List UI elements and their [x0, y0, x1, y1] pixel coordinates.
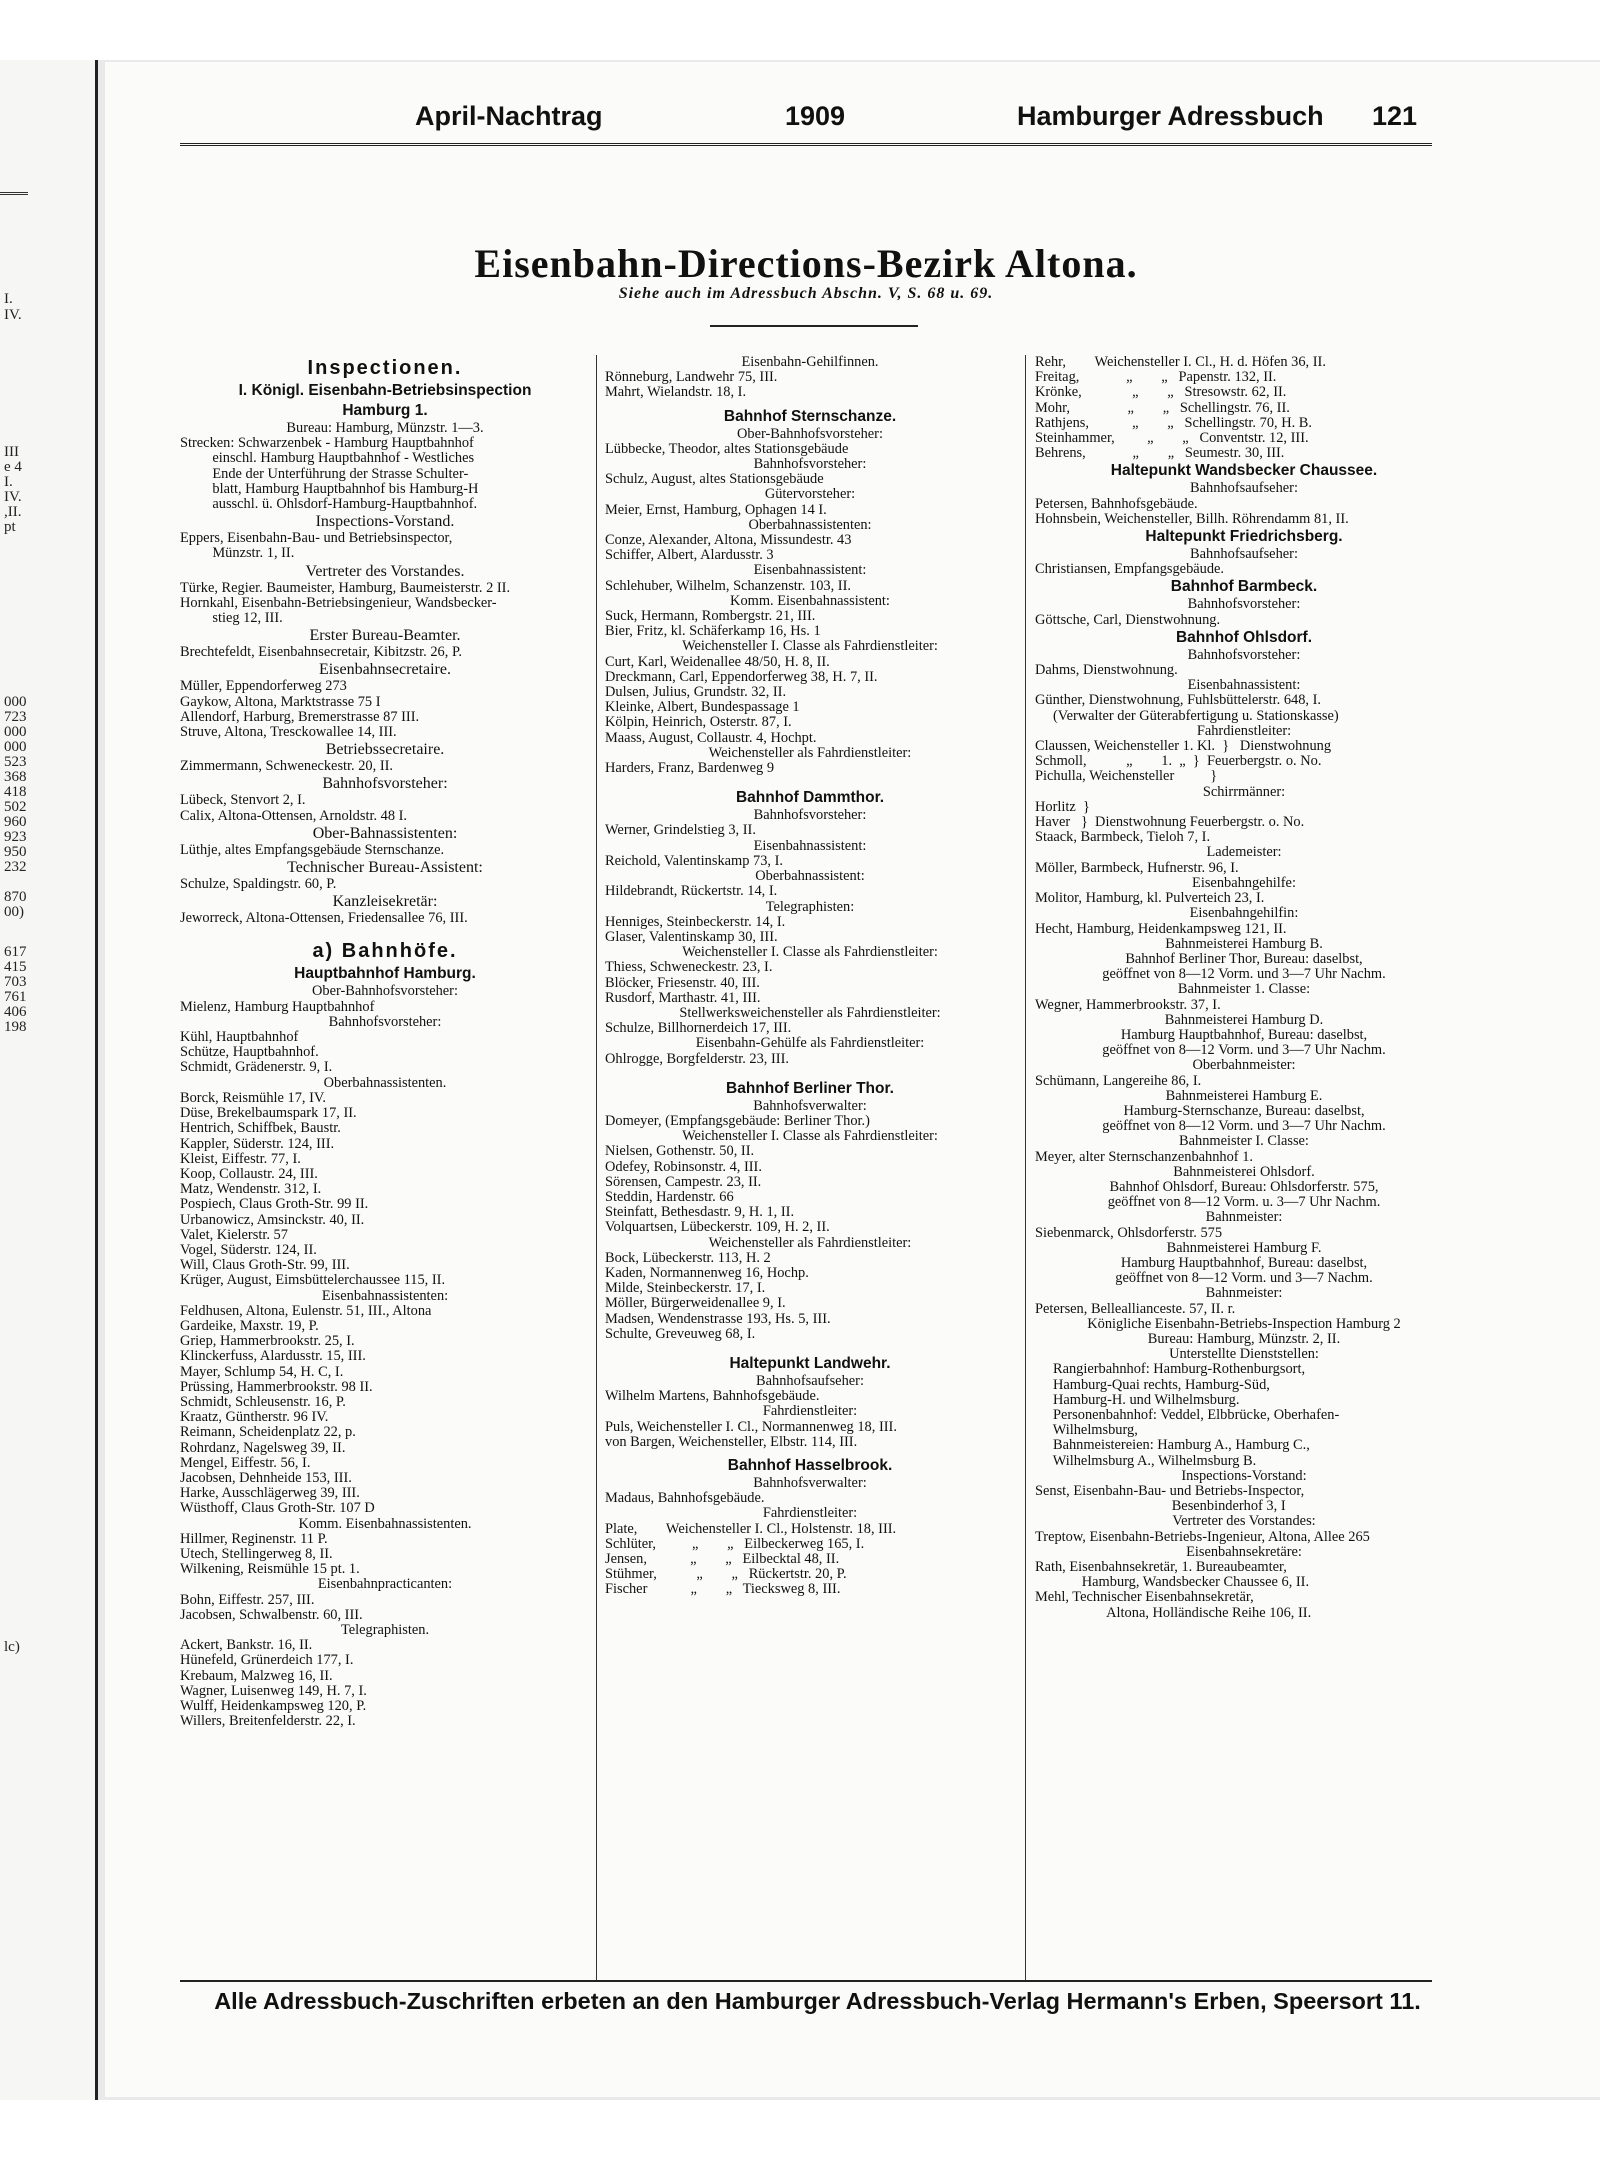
role-heading: Vertreter des Vorstandes.	[305, 562, 465, 580]
entry-line: Molitor, Hamburg, kl. Pulverteich 23, I.	[1035, 891, 1265, 907]
station-heading: I. Königl. Eisenbahn-Betriebsinspection	[238, 382, 532, 399]
role-heading: Königliche Eisenbahn-Betriebs-Inspection Hamburg 2	[1087, 1316, 1401, 1332]
entry-line: Personenbahnhof: Veddel, Elbbrücke, Oberhafen-	[1035, 1408, 1340, 1423]
entry-line: Mielenz, Hamburg Hauptbahnhof	[180, 999, 375, 1015]
left-page-fragment: 703	[4, 974, 27, 990]
role-heading: Betriebssecretaire.	[325, 741, 445, 759]
entry-line: Stühmer, „ „ Rückertstr. 20, P.	[605, 1567, 847, 1583]
role-heading: Weichensteller als Fahrdienstleiter:	[708, 745, 912, 761]
role-heading: Hamburg Hauptbahnhof, Bureau: daselbst,	[1120, 1255, 1368, 1271]
role-heading: Bahnmeisterei Hamburg F.	[1166, 1240, 1322, 1256]
entry-line: Bahnmeistereien: Hamburg A., Hamburg C.,	[1035, 1438, 1310, 1454]
entry-line: Thiess, Schweneckestr. 23, I.	[605, 960, 773, 976]
role-heading: Bahnmeisterei Ohlsdorf.	[1173, 1164, 1315, 1180]
entry-line: Milde, Steinbeckerstr. 17, I.	[605, 1281, 766, 1297]
entry-line: Henniges, Steinbeckerstr. 14, I.	[605, 914, 786, 930]
spacer	[605, 1342, 1015, 1354]
role-heading: Bahnhof Berliner Thor, Bureau: daselbst,	[1125, 951, 1363, 967]
entry-line: Zimmermann, Schweneckestr. 20, II.	[180, 759, 393, 775]
role-heading: Vertreter des Vorstandes:	[1172, 1514, 1316, 1530]
entry-line: Kleist, Eiffestr. 77, I.	[180, 1151, 301, 1167]
header-page-number: 121	[1372, 101, 1418, 131]
entry-line: Müller, Eppendorferweg 273	[180, 679, 347, 695]
entry-line: Allendorf, Harburg, Bremerstrasse 87 III.	[180, 709, 420, 725]
entry-line: Borck, Reismühle 17, IV.	[180, 1090, 327, 1106]
entry-line: Bock, Lübeckerstr. 113, H. 2	[605, 1250, 771, 1266]
left-page-fragment: 761	[4, 989, 27, 1005]
role-heading: Bureau: Hamburg, Münzstr. 1—3.	[286, 421, 484, 436]
entry-line: Mohr, „ „ Schellingstr. 76, II.	[1035, 400, 1290, 416]
entry-line: Lüthje, altes Empfangsgebäude Sternschanze.	[180, 842, 445, 858]
entry-line: Koop, Collaustr. 24, III.	[180, 1166, 318, 1182]
left-page-fragment: 523	[4, 754, 27, 770]
entry-line: Matz, Wendenstr. 312, I.	[180, 1182, 322, 1198]
entry-line: Hillmer, Reginenstr. 11 P.	[180, 1531, 328, 1547]
role-heading: geöffnet von 8—12 Vorm. und 3—7 Nachm.	[1115, 1271, 1373, 1287]
entry-line: Fischer „ „ Tiecksweg 8, III.	[605, 1582, 841, 1598]
role-heading: Bahnhofsaufseher:	[1190, 481, 1298, 497]
role-heading: geöffnet von 8—12 Vorm. u. 3—7 Uhr Nachm.	[1107, 1195, 1381, 1211]
left-page-fragment: 960	[4, 814, 27, 830]
role-heading: Bahnmeister I. Classe:	[1179, 1134, 1309, 1150]
entry-line: Jacobsen, Schwalbenstr. 60, III.	[180, 1607, 363, 1623]
left-page-fragment: 617	[4, 944, 27, 960]
entry-line: Münzstr. 1, II.	[180, 546, 295, 562]
entry-line: Gaykow, Altona, Marktstrasse 75 I	[180, 694, 381, 710]
role-heading: Bahnmeisterei Hamburg B.	[1165, 936, 1323, 952]
role-heading: Eisenbahnassistent:	[753, 838, 867, 854]
entry-line: Schulze, Spaldingstr. 60, P.	[180, 877, 337, 893]
entry-line: Günther, Dienstwohnung, Fuhlsbüttelerstr. 648, I.	[1035, 693, 1322, 709]
role-heading: Weichensteller I. Classe als Fahrdienstleiter:	[682, 639, 938, 655]
role-heading: Lademeister:	[1206, 845, 1282, 861]
page-title: Eisenbahn-Directions-Bezirk Altona.	[474, 241, 1138, 286]
entry-line: Dreckmann, Carl, Eppendorferweg 38, H. 7, II.	[605, 669, 878, 685]
station-heading: Haltepunkt Friedrichsberg.	[1145, 528, 1343, 546]
running-header	[180, 101, 1432, 137]
station-heading: Bahnhof Ohlsdorf.	[1175, 628, 1313, 646]
entry-line: Christiansen, Empfangsgebäude.	[1035, 562, 1225, 578]
left-page-fragment: ,II.	[4, 504, 22, 520]
role-heading: Bahnmeister 1. Classe:	[1177, 982, 1311, 998]
entry-line: Krönke, „ „ Stresowstr. 62, II.	[1035, 385, 1287, 401]
entry-line: Kleinke, Albert, Bundespassage 1	[605, 700, 800, 716]
entry-line: Will, Claus Groth-Str. 99, III.	[180, 1258, 350, 1274]
entry-line: Hamburg-H. und Wilhelmsburg.	[1035, 1392, 1240, 1408]
entry-line: blatt, Hamburg Hauptbahnhof bis Hamburg-H	[180, 481, 479, 497]
entry-line: Claussen, Weichensteller 1. Kl. } Dienstwohnung	[1035, 739, 1332, 755]
entry-line: Maass, August, Collaustr. 4, Hochpt.	[605, 730, 817, 746]
left-page-rule	[0, 192, 28, 195]
entry-line: Blöcker, Friesenstr. 40, III.	[605, 975, 760, 991]
role-heading: Oberbahnassistenten.	[323, 1075, 447, 1091]
entry-line: Freitag, „ „ Papenstr. 132, II.	[1035, 370, 1277, 386]
role-heading: Komm. Eisenbahnassistenten.	[298, 1516, 472, 1532]
entry-line: Kappler, Süderstr. 124, III.	[180, 1136, 335, 1152]
role-heading: Bahnhofsvorsteher:	[322, 775, 448, 793]
spacer	[605, 776, 1015, 788]
role-heading: geöffnet von 8—12 Vorm. und 3—7 Uhr Nachm.	[1102, 967, 1386, 983]
entry-line: Krüger, August, Eimsbüttelerchaussee 115, II.	[180, 1273, 446, 1289]
entry-line: Wilhelm Martens, Bahnhofsgebäude.	[605, 1389, 820, 1405]
entry-line: stieg 12, III.	[180, 611, 283, 627]
entry-line: Hamburg-Quai rechts, Hamburg-Süd,	[1035, 1377, 1270, 1393]
entry-line: Wagner, Luisenweg 149, H. 7, I.	[180, 1683, 367, 1699]
role-heading: Bahnmeister:	[1205, 1210, 1283, 1226]
entry-line: Besenbinderhof 3, I	[1035, 1499, 1286, 1515]
entry-line: Kaden, Normannenweg 16, Hochp.	[605, 1265, 809, 1281]
column-1	[180, 355, 590, 1729]
role-heading: geöffnet von 8—12 Vorm. und 3—7 Uhr Nachm.	[1102, 1119, 1386, 1135]
entry-line: Wulff, Heidenkampsweg 120, P.	[180, 1699, 367, 1715]
left-page-fragment: e 4	[4, 459, 22, 475]
role-heading: Telegraphisten.	[340, 1623, 430, 1638]
entry-line: Wegner, Hammerbrookstr. 37, I.	[1035, 997, 1221, 1013]
entry-line: Mehl, Technischer Eisenbahnsekretär,	[1035, 1590, 1254, 1606]
entry-line: Nielsen, Gothenstr. 50, II.	[605, 1144, 755, 1160]
role-heading: Inspections-Vorstand:	[1181, 1468, 1307, 1484]
role-heading: Bureau: Hamburg, Münzstr. 2, II.	[1147, 1331, 1341, 1347]
entry-line: Mengel, Eiffestr. 56, I.	[180, 1455, 311, 1471]
left-page-fragment: III	[4, 444, 19, 460]
entry-line: Calix, Altona-Ottensen, Arnoldstr. 48 I.	[180, 808, 408, 824]
entry-line: Schütze, Hauptbahnhof.	[180, 1045, 319, 1061]
section-heading: Inspectionen.	[307, 357, 463, 379]
entry-line: Feldhusen, Altona, Eulenstr. 51, III., Altona	[180, 1303, 432, 1319]
station-heading: Bahnhof Hasselbrook.	[727, 1457, 893, 1474]
spacer	[605, 1067, 1015, 1079]
header-book: Hamburger Adressbuch	[1017, 101, 1324, 131]
entry-line: Behrens, „ „ Seumestr. 30, III.	[1035, 446, 1285, 462]
entry-line: Madsen, Wendenstrasse 193, Hs. 5, III.	[605, 1311, 831, 1327]
entry-line: (Verwalter der Güterabfertigung u. Stationskasse)	[1035, 708, 1339, 724]
role-heading: Oberbahnassistenten:	[748, 517, 872, 533]
left-page-fragment: I.	[4, 291, 13, 307]
entry-line: Steinhammer, „ „ Conventstr. 12, III.	[1035, 431, 1309, 447]
entry-line: Schulze, Billhornerdeich 17, III.	[605, 1021, 792, 1037]
entry-line: Pospiech, Claus Groth-Str. 99 II.	[180, 1197, 369, 1213]
role-heading: Stellwerksweichensteller als Fahrdienstleiter:	[679, 1005, 941, 1021]
role-heading: Oberbahnassistent:	[755, 869, 865, 885]
left-page-fragment: IV.	[4, 489, 22, 505]
entry-line: Kraatz, Güntherstr. 96 IV.	[180, 1410, 329, 1426]
entry-line: Eppers, Eisenbahn-Bau- und Betriebsinspector,	[180, 531, 453, 547]
entry-line: Hecht, Hamburg, Heidenkampsweg 121, II.	[1035, 921, 1287, 937]
entry-line: Meier, Ernst, Hamburg, Ophagen 14 I.	[605, 502, 827, 518]
entry-line: Puls, Weichensteller I. Cl., Normannenweg 18, III.	[605, 1419, 897, 1435]
left-page-fragment: 502	[4, 799, 27, 815]
role-heading: Komm. Eisenbahnassistent:	[730, 593, 890, 609]
entry-line: Utech, Stellingerweg 8, II.	[180, 1546, 333, 1562]
role-heading: Bahnmeister:	[1205, 1286, 1283, 1302]
role-heading: Bahnhofsverwalter:	[753, 1098, 867, 1114]
entry-line: Hohnsbein, Weichensteller, Billh. Röhrendamm 81, II.	[1035, 511, 1349, 527]
role-heading: Bahnhofsvorsteher:	[753, 808, 867, 824]
role-heading: Eisenbahngehilfe:	[1192, 875, 1296, 891]
role-heading: Eisenbahngehilfin:	[1189, 906, 1299, 922]
left-page-fragment: IV.	[4, 307, 22, 323]
entry-line: Rathjens, „ „ Schellingstr. 70, H. B.	[1035, 415, 1312, 431]
role-heading: Gütervorsteher:	[764, 487, 856, 503]
left-page-fragment: I.	[4, 474, 13, 490]
entry-line: Petersen, Belleallianceste. 57, II. r.	[1035, 1301, 1236, 1317]
entry-line: Kühl, Hauptbahnhof	[180, 1030, 299, 1046]
header-section: April-Nachtrag	[415, 101, 603, 131]
entry-line: Griep, Hammerbrookstr. 25, I.	[180, 1334, 355, 1350]
role-heading: Bahnmeisterei Hamburg D.	[1164, 1012, 1324, 1028]
role-heading: Bahnmeisterei Hamburg E.	[1165, 1088, 1323, 1104]
entry-line: Madaus, Bahnhofsgebäude.	[605, 1491, 765, 1507]
entry-line: Staack, Barmbeck, Tieloh 7, I.	[1035, 830, 1211, 846]
entry-line: Meyer, alter Sternschanzenbahnhof 1.	[1035, 1149, 1253, 1165]
column-3	[1035, 355, 1453, 1621]
entry-line: Dulsen, Julius, Grundstr. 32, II.	[605, 685, 787, 701]
entry-line: Jensen, „ „ Eilbecktal 48, II.	[605, 1552, 840, 1568]
publisher-footer: Alle Adressbuch-Zuschriften erbeten an den Hamburger Adressbuch-Verlag Hermann's Erben, Speersort 11.	[214, 1988, 1421, 2014]
role-heading: Hamburg Hauptbahnhof, Bureau: daselbst,	[1120, 1027, 1368, 1043]
role-heading: Weichensteller I. Classe als Fahrdienstleiter:	[682, 945, 938, 961]
entry-line: Curt, Karl, Weidenallee 48/50, H. 8, II.	[605, 654, 830, 670]
entry-line: Kölpin, Heinrich, Osterstr. 87, I.	[605, 715, 792, 731]
entry-line: Reichold, Valentinskamp 73, I.	[605, 853, 783, 869]
role-heading: Bahnhofsvorsteher:	[328, 1014, 442, 1030]
entry-line: Hamburg, Wandsbecker Chaussee 6, II.	[1035, 1575, 1310, 1591]
role-heading: Technischer Bureau-Assistent:	[287, 859, 483, 877]
entry-line: Hentrich, Schiffbek, Baustr.	[180, 1121, 341, 1137]
entry-line: Struve, Altona, Tresckowallee 14, III.	[180, 725, 397, 741]
role-heading: Bahnhofsaufseher:	[1190, 547, 1298, 563]
entry-line: Lübeck, Stenvort 2, I.	[180, 793, 306, 809]
footer-rule	[180, 1980, 1432, 1982]
left-page-fragment: 723	[4, 709, 27, 725]
entry-line: Hünefeld, Grünerdeich 177, I.	[180, 1653, 354, 1669]
entry-line: Türke, Regier. Baumeister, Hamburg, Baumeisterstr. 2 II.	[180, 580, 511, 596]
entry-line: Wilhelmsburg A., Wilhelmsburg B.	[1035, 1453, 1257, 1469]
entry-line: Volquartsen, Lübeckerstr. 109, H. 2, II.	[605, 1220, 830, 1236]
entry-line: Schulz, August, altes Stationsgebäude	[605, 472, 824, 488]
entry-line: Harders, Franz, Bardenweg 9	[605, 761, 775, 777]
station-heading: Bahnhof Sternschanze.	[723, 407, 897, 425]
role-heading: Oberbahnmeister:	[1192, 1058, 1296, 1074]
entry-line: Wilhelmsburg,	[1035, 1423, 1138, 1439]
entry-line: Klinckerfuss, Alardusstr. 15, III.	[180, 1349, 366, 1365]
role-heading: Eisenbahnsekretäre:	[1186, 1544, 1302, 1560]
left-page-fragment: 950	[4, 844, 27, 860]
entry-line: Lübbecke, Theodor, altes Stationsgebäude	[605, 441, 849, 457]
left-page-fragment: 368	[4, 769, 27, 785]
entry-line: Schmidt, Grädenerstr. 9, I.	[180, 1060, 333, 1076]
entry-line: Wilkening, Reismühle 15 pt. 1.	[180, 1562, 360, 1578]
role-heading: Weichensteller I. Classe als Fahrdienstleiter:	[682, 1129, 938, 1145]
role-heading: Bahnhofsvorsteher:	[1187, 647, 1301, 663]
left-page-fragment: 000	[4, 694, 27, 710]
entry-line: einschl. Hamburg Hauptbahnhof - Westliches	[180, 451, 475, 467]
entry-line: Hornkahl, Eisenbahn-Betriebsingenieur, Wandsbecker-	[180, 595, 497, 611]
entry-line: Schmoll, „ 1. „ } Feuerbergstr. o. No.	[1035, 754, 1322, 770]
entry-line: Rath, Eisenbahnsekretär, 1. Bureaubeamter,	[1035, 1560, 1287, 1576]
entry-line: Steinfatt, Bethesdastr. 9, H. 1, II.	[605, 1205, 795, 1221]
station-heading: Haltepunkt Wandsbecker Chaussee.	[1110, 462, 1378, 480]
header-year: 1909	[785, 101, 846, 131]
entry-line: Suck, Hermann, Rombergstr. 21, III.	[605, 609, 816, 625]
entry-line: Rohrdanz, Nagelsweg 39, II.	[180, 1440, 346, 1456]
section-heading: a) Bahnhöfe.	[312, 940, 458, 963]
role-heading: Schirrmänner:	[1202, 784, 1286, 800]
role-heading: Unterstellte Dienststellen:	[1169, 1347, 1319, 1363]
role-heading: Erster Bureau-Beamter.	[309, 627, 461, 645]
role-heading: Hamburg-Sternschanze, Bureau: daselbst,	[1123, 1103, 1365, 1119]
left-page-fragment: 415	[4, 959, 27, 975]
station-heading: Haltepunkt Landwehr.	[729, 1354, 891, 1372]
role-heading: Bahnhofsverwalter:	[753, 1476, 867, 1491]
entry-line: Reimann, Scheidenplatz 22, p.	[180, 1425, 356, 1441]
entry-line: Jacobsen, Dehnheide 153, III.	[180, 1470, 352, 1486]
column-2	[605, 355, 1015, 1598]
role-heading: Eisenbahnassistenten:	[321, 1288, 449, 1304]
role-heading: Kanzleisekretär:	[332, 893, 438, 911]
role-heading: Ober-Bahnassistenten:	[312, 824, 458, 842]
spacer	[180, 926, 590, 938]
left-page-fragment: lc)	[4, 1639, 20, 1655]
entry-line: Odefey, Robinsonstr. 4, III.	[605, 1159, 762, 1175]
role-heading: Bahnhof Ohlsdorf, Bureau: Ohlsdorferstr. 575,	[1109, 1179, 1379, 1195]
left-page-fragment: 198	[4, 1019, 27, 1035]
left-page-fragment: 923	[4, 829, 27, 845]
role-heading: Eisenbahn-Gehülfe als Fahrdienstleiter:	[695, 1036, 925, 1052]
entry-line: Möller, Bürgerweidenallee 9, I.	[605, 1296, 786, 1312]
entry-line: Vogel, Süderstr. 124, II.	[180, 1242, 317, 1258]
role-heading: Bahnhofsvorsteher:	[753, 457, 867, 473]
entry-line: Treptow, Eisenbahn-Betriebs-Ingenieur, Altona, Allee 265	[1035, 1529, 1370, 1545]
column-divider	[596, 355, 597, 1980]
station-heading: Bahnhof Dammthor.	[735, 789, 885, 807]
entry-line: Brechtefeldt, Eisenbahnsecretair, Kibitzstr. 26, P.	[180, 645, 462, 661]
entry-line: Pichulla, Weichensteller }	[1035, 769, 1218, 785]
entry-line: Jeworreck, Altona-Ottensen, Friedensallee 76, III.	[180, 911, 468, 927]
entry-line: Dahms, Dienstwohnung.	[1035, 663, 1178, 679]
entry-line: Ende der Unterführung der Strasse Schulter-	[180, 466, 469, 482]
entry-line: Gardeike, Maxstr. 19, P.	[180, 1318, 319, 1334]
left-page-edge	[0, 60, 98, 2100]
role-heading: Eisenbahnsecretaire.	[319, 661, 451, 679]
entry-line: Strecken: Schwarzenbek - Hamburg Hauptbahnhof	[180, 436, 474, 452]
role-heading: Ober-Bahnhofsvorsteher:	[737, 426, 883, 442]
station-heading: Hamburg 1.	[342, 402, 428, 419]
left-page-fragment: pt	[4, 519, 16, 535]
entry-line: Domeyer, (Empfangsgebäude: Berliner Thor.)	[605, 1113, 870, 1129]
left-page-fragment: 000	[4, 724, 27, 740]
entry-line: Bier, Fritz, kl. Schäferkamp 16, Hs. 1	[605, 624, 821, 640]
entry-line: von Bargen, Weichensteller, Elbstr. 114, III.	[605, 1434, 858, 1450]
entry-line: Wüsthoff, Claus Groth-Str. 107 D	[180, 1501, 375, 1517]
role-heading: Bahnhofsaufseher:	[756, 1373, 864, 1389]
role-heading: Eisenbahnpracticanten:	[317, 1577, 453, 1593]
entry-line: Hildebrandt, Rückertstr. 14, I.	[605, 884, 778, 900]
entry-line: Harke, Ausschlägerweg 39, III.	[180, 1486, 360, 1502]
station-heading: Hauptbahnhof Hamburg.	[294, 965, 476, 983]
role-heading: Inspections-Vorstand.	[315, 513, 455, 531]
station-heading: Bahnhof Barmbeck.	[1170, 578, 1318, 596]
entry-line: Plate, Weichensteller I. Cl., Holstenstr. 18, III.	[605, 1521, 897, 1537]
role-heading: Telegraphisten:	[765, 899, 855, 915]
role-heading: Fahrdienstleiter:	[762, 1506, 858, 1522]
role-heading: Weichensteller als Fahrdienstleiter:	[708, 1235, 912, 1251]
left-page-fragment: 418	[4, 784, 27, 800]
entry-line: Krebaum, Malzweg 16, II.	[180, 1668, 333, 1684]
entry-line: Sörensen, Campestr. 23, II.	[605, 1174, 762, 1190]
entry-line: Göttsche, Carl, Dienstwohnung.	[1035, 612, 1221, 628]
entry-line: ausschl. ü. Ohlsdorf-Hamburg-Hauptbahnhof.	[180, 497, 478, 513]
entry-line: Altona, Holländische Reihe 106, II.	[1035, 1605, 1312, 1621]
entry-line: Ackert, Bankstr. 16, II.	[180, 1638, 313, 1654]
entry-line: Schümann, Langereihe 86, I.	[1035, 1073, 1202, 1089]
entry-line: Rönneburg, Landwehr 75, III.	[605, 370, 778, 386]
role-heading: geöffnet von 8—12 Vorm. und 3—7 Uhr Nachm.	[1102, 1043, 1386, 1059]
entry-line: Werner, Grindelstieg 3, II.	[605, 823, 756, 839]
left-page-fragment: 232	[4, 859, 27, 875]
page-subtitle: Siehe auch im Adressbuch Abschn. V, S. 68 u. 69.	[618, 285, 994, 302]
title-rule	[710, 325, 918, 327]
entry-line: Valet, Kielerstr. 57	[180, 1227, 288, 1243]
entry-line: Ohlrogge, Borgfelderstr. 23, III.	[605, 1051, 789, 1067]
entry-line: Siebenmarck, Ohlsdorferstr. 575	[1035, 1225, 1223, 1241]
entry-line: Haver } Dienstwohnung Feuerbergstr. o. No.	[1035, 815, 1305, 831]
entry-line: Schiffer, Albert, Alardusstr. 3	[605, 548, 774, 564]
entry-line: Steddin, Hardenstr. 66	[605, 1189, 734, 1205]
role-heading: Eisenbahnassistent:	[1187, 678, 1301, 694]
entry-line: Schulte, Greveuweg 68, I.	[605, 1326, 756, 1342]
role-heading: Eisenbahn-Gehilfinnen.	[741, 355, 879, 370]
entry-line: Schlüter, „ „ Eilbeckerweg 165, I.	[605, 1536, 865, 1552]
column-divider	[1025, 355, 1026, 1980]
entry-line: Schmidt, Schleusenstr. 16, P.	[180, 1394, 346, 1410]
left-page-fragment: 00)	[4, 904, 24, 920]
role-heading: Eisenbahnassistent:	[753, 563, 867, 579]
entry-line: Prüssing, Hammerbrookstr. 98 II.	[180, 1379, 373, 1395]
entry-line: Conze, Alexander, Altona, Missundestr. 43	[605, 533, 852, 549]
entry-line: Schlehuber, Wilhelm, Schanzenstr. 103, II.	[605, 578, 851, 594]
role-heading: Fahrdienstleiter:	[762, 1404, 858, 1420]
left-page-fragment: 406	[4, 1004, 27, 1020]
entry-line: Horlitz }	[1035, 799, 1090, 815]
role-heading: Bahnhofsvorsteher:	[1187, 597, 1301, 613]
entry-line: Senst, Eisenbahn-Bau- und Betriebs-Inspector,	[1035, 1484, 1305, 1500]
entry-line: Mayer, Schlump 54, H. C, I.	[180, 1364, 344, 1380]
left-page-fragment: 870	[4, 889, 27, 905]
entry-line: Düse, Brekelbaumspark 17, II.	[180, 1106, 357, 1122]
entry-line: Willers, Breitenfelderstr. 22, I.	[180, 1714, 356, 1730]
entry-line: Bohn, Eiffestr. 257, III.	[180, 1592, 315, 1608]
station-heading: Bahnhof Berliner Thor.	[726, 1079, 894, 1097]
left-page-fragment: 000	[4, 739, 27, 755]
entry-line: Rangierbahnhof: Hamburg-Rothenburgsort,	[1035, 1362, 1306, 1378]
entry-line: Mahrt, Wielandstr. 18, I.	[605, 385, 747, 401]
entry-line: Urbanowicz, Amsinckstr. 40, II.	[180, 1212, 365, 1228]
header-rule	[180, 143, 1432, 146]
role-heading: Fahrdienstleiter:	[1196, 723, 1292, 739]
role-heading: Ober-Bahnhofsvorsteher:	[312, 984, 458, 1000]
entry-line: Glaser, Valentinskamp 30, III.	[605, 929, 778, 945]
entry-line: Rusdorf, Marthastr. 41, III.	[605, 990, 761, 1006]
entry-line: Petersen, Bahnhofsgebäude.	[1035, 496, 1198, 512]
entry-line: Rehr, Weichensteller I. Cl., H. d. Höfen 36, II.	[1035, 355, 1326, 370]
entry-line: Möller, Barmbeck, Hufnerstr. 96, I.	[1035, 860, 1239, 876]
